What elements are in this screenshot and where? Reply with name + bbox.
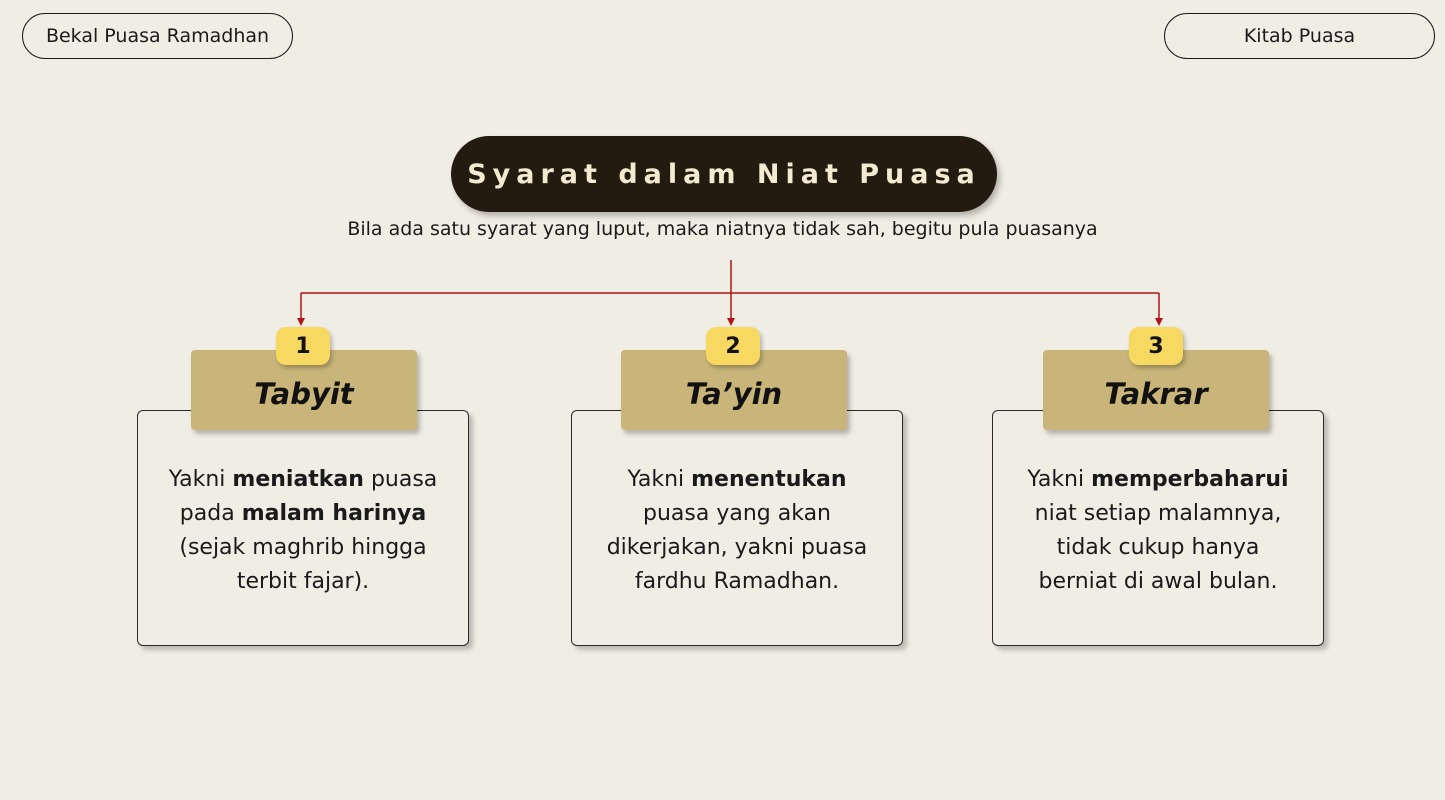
condition-number-badge-2: 2: [706, 327, 760, 365]
condition-description-3: Yakni memperbaharui niat setiap malamnya, tidak cukup hanya berniat di awal bulan.: [1027, 467, 1289, 594]
condition-description-1: Yakni meniatkan puasa pada malam harinya (sejak maghrib hingga terbit fajar).: [168, 467, 438, 594]
condition-number-badge-3: 3: [1129, 327, 1183, 365]
condition-description-2: Yakni menentukan puasa yang akan dikerjakan, yakni puasa fardhu Ramadhan.: [606, 467, 868, 594]
condition-heading-2: Ta’yin: [685, 377, 783, 411]
condition-card-3: [992, 410, 1324, 646]
condition-heading-3: Takrar: [1104, 377, 1208, 411]
condition-number-badge-1: 1: [276, 327, 330, 365]
condition-card-2: [571, 410, 903, 646]
book-title-button[interactable]: Kitab Puasa: [1164, 13, 1435, 59]
diagram-title: Syarat dalam Niat Puasa: [467, 158, 981, 190]
condition-heading-1: Tabyit: [254, 377, 354, 411]
diagram-subtitle: Bila ada satu syarat yang luput, maka niatnya tidak sah, begitu pula puasanya: [347, 218, 1098, 240]
series-title-button[interactable]: Bekal Puasa Ramadhan: [22, 13, 293, 59]
diagram-title-box: [451, 136, 997, 212]
condition-card-1: [137, 410, 469, 646]
